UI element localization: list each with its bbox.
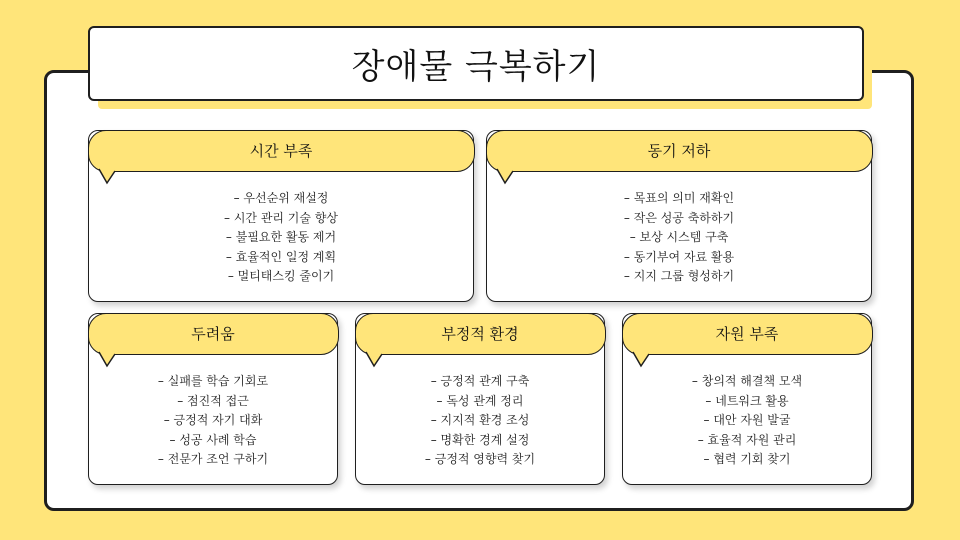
- card-list: [89, 372, 337, 470]
- list-item: – 동기부여 자료 활용: [623, 249, 735, 264]
- speech-tail: [93, 350, 121, 370]
- card-list: [623, 372, 871, 470]
- card-heading: 두려움: [191, 325, 235, 343]
- card-header: [88, 130, 475, 172]
- card-heading: 시간 부족: [249, 142, 313, 160]
- page-title: 장애물 극복하기: [351, 47, 601, 87]
- list-item: – 멀티태스킹 줄이기: [227, 269, 335, 283]
- list-item: – 보상 시스템 구축: [629, 230, 729, 244]
- card-header: [486, 130, 873, 172]
- list-item: – 지지 그룹 형성하기: [623, 269, 735, 283]
- card-list: [89, 189, 473, 287]
- speech-tail: [627, 350, 655, 370]
- list-item: – 불필요한 활동 제거: [225, 230, 337, 244]
- list-item: – 작은 성공 축하하기: [623, 210, 735, 225]
- list-item: – 효율적 자원 관리: [697, 432, 797, 447]
- list-item: – 시간 관리 기술 향상: [224, 210, 338, 225]
- card-list: [487, 189, 871, 287]
- speech-tail: [491, 167, 519, 187]
- list-item: – 대안 자원 발굴: [703, 413, 791, 427]
- list-item: – 네트워크 활용: [705, 393, 789, 408]
- card-time-shortage: [88, 130, 474, 302]
- list-item: – 효율적인 일정 계획: [225, 249, 337, 264]
- list-item: – 목표의 의미 재확인: [623, 191, 735, 205]
- card-negative-environment: [355, 313, 605, 485]
- card-heading: 자원 부족: [715, 325, 779, 343]
- list-item: – 긍정적 영향력 찾기: [424, 452, 536, 466]
- list-item: – 명확한 경계 설정: [430, 432, 530, 447]
- speech-tail: [93, 167, 121, 187]
- card-header: [622, 313, 873, 355]
- list-item: – 긍정적 관계 구축: [430, 374, 530, 388]
- card-header: [355, 313, 606, 355]
- title-box: [88, 26, 864, 101]
- list-item: – 지지적 환경 조성: [430, 413, 530, 427]
- list-item: – 전문가 조언 구하기: [157, 452, 269, 466]
- list-item: – 긍정적 자기 대화: [163, 413, 263, 427]
- card-resource-shortage: [622, 313, 872, 485]
- speech-tail: [360, 350, 388, 370]
- card-heading: 부정적 환경: [441, 325, 519, 343]
- card-low-motivation: [486, 130, 872, 302]
- list-item: – 점진적 접근: [177, 393, 249, 408]
- card-header: [88, 313, 339, 355]
- list-item: – 실패를 학습 기회로: [157, 374, 269, 388]
- list-item: – 창의적 해결책 모색: [691, 374, 803, 388]
- list-item: – 우선순위 재설정: [233, 191, 329, 205]
- card-heading: 동기 저하: [647, 142, 711, 160]
- card-fear: [88, 313, 338, 485]
- list-item: – 협력 기회 찾기: [703, 452, 791, 466]
- list-item: – 성공 사례 학습: [169, 432, 257, 447]
- list-item: – 독성 관계 정리: [436, 393, 524, 408]
- card-list: [356, 372, 604, 470]
